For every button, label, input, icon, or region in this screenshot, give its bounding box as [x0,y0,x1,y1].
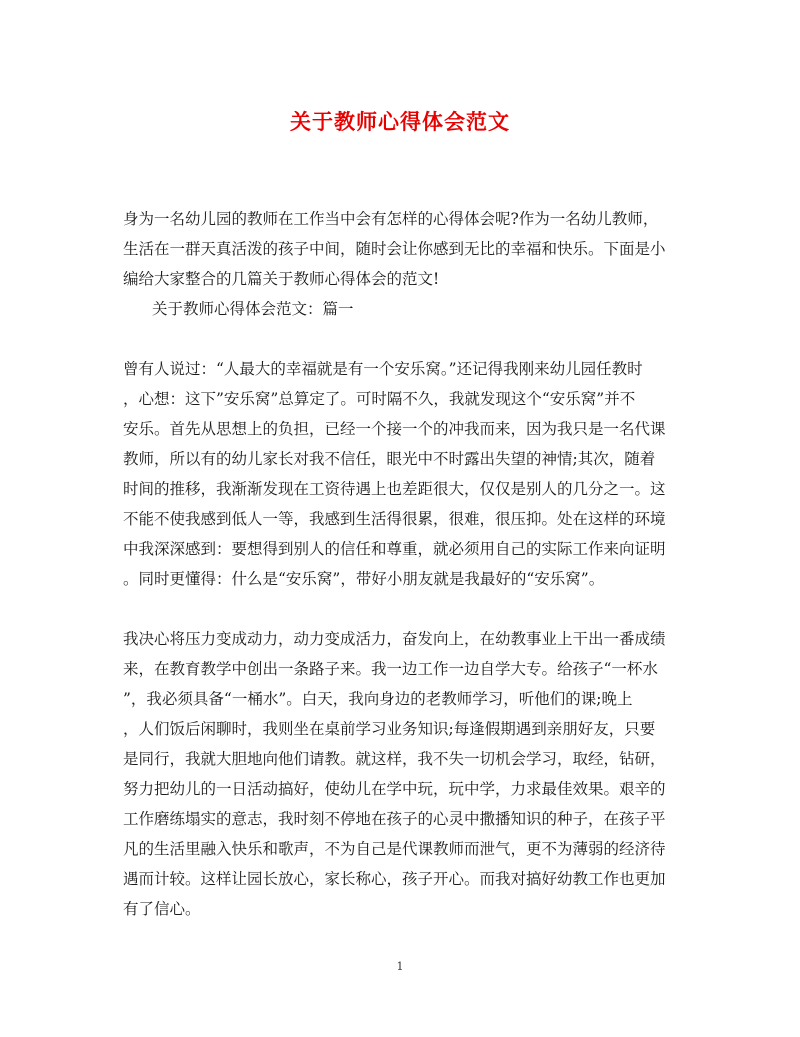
paragraph-line: 。同时更懂得：什么是“安乐窝”，带好小朋友就是我最好的“安乐窝”。 [123,570,605,588]
intro-line: 编给大家整合的几篇关于教师心得体会的范文! [123,270,440,288]
paragraph-line: 不能不使我感到低人一等，我感到生活得很累，很难，很压抑。处在这样的环境 [123,510,666,528]
paragraph-line: 努力把幼儿的一日活动搞好，使幼儿在学中玩，玩中学，力求最佳效果。艰辛的 [123,780,666,798]
section-heading: 关于教师心得体会范文：篇一 [152,300,354,318]
paragraph-line: ”，我必须具备“一桶水”。白天，我向身边的老教师学习，听他们的课;晚上 [123,690,633,708]
paragraph-line: 有了信心。 [123,900,201,918]
paragraph-line: 中我深深感到：要想得到别人的信任和尊重，就必须用自己的实际工作来向证明 [123,540,666,558]
paragraph-line: 教师，所以有的幼儿家长对我不信任，眼光中不时露出失望的神情;其次，随着 [123,450,656,468]
page-number: 1 [396,960,404,973]
paragraph-line: 安乐。首先从思想上的负担，已经一个接一个的冲我而来，因为我只是一名代课 [123,420,666,438]
document-title: 关于教师心得体会范文 [290,109,510,134]
paragraph-line: 时间的推移，我渐渐发现在工资待遇上也差距很大，仅仅是别人的几分之一。这 [123,480,666,498]
paragraph-line: ，人们饭后闲聊时，我则坐在桌前学习业务知识;每逢假期遇到亲朋好友，只要 [123,720,656,738]
intro-line: 生活在一群天真活泼的孩子中间，随时会让你感到无比的幸福和快乐。下面是小 [123,240,666,258]
paragraph-line: ，心想：这下”安乐窝”总算定了。可时隔不久，我就发现这个“安乐窝”并不 [123,390,636,408]
paragraph-line: 是同行，我就大胆地向他们请教。就这样，我不失一切机会学习，取经，钻研， [123,750,666,768]
intro-line: 身为一名幼儿园的教师在工作当中会有怎样的心得体会呢?作为一名幼儿教师， [123,210,659,228]
paragraph-line: 工作磨练塌实的意志，我时刻不停地在孩子的心灵中撒播知识的种子，在孩子平 [123,810,666,828]
paragraph-line: 凡的生活里融入快乐和歌声，不为自己是代课教师而泄气，更不为薄弱的经济待 [123,840,666,858]
paragraph-line: 我决心将压力变成动力，动力变成活力，奋发向上，在幼教事业上干出一番成绩 [123,630,666,648]
paragraph-line: 曾有人说过：“人最大的幸福就是有一个安乐窝。”还记得我刚来幼儿园任教时 [123,360,643,378]
paragraph-line: 来，在教育教学中创出一条路子来。我一边工作一边自学大专。给孩子“一杯水 [123,660,658,678]
paragraph-line: 遇而计较。这样让园长放心，家长称心，孩子开心。而我对搞好幼教工作也更加 [123,870,666,888]
